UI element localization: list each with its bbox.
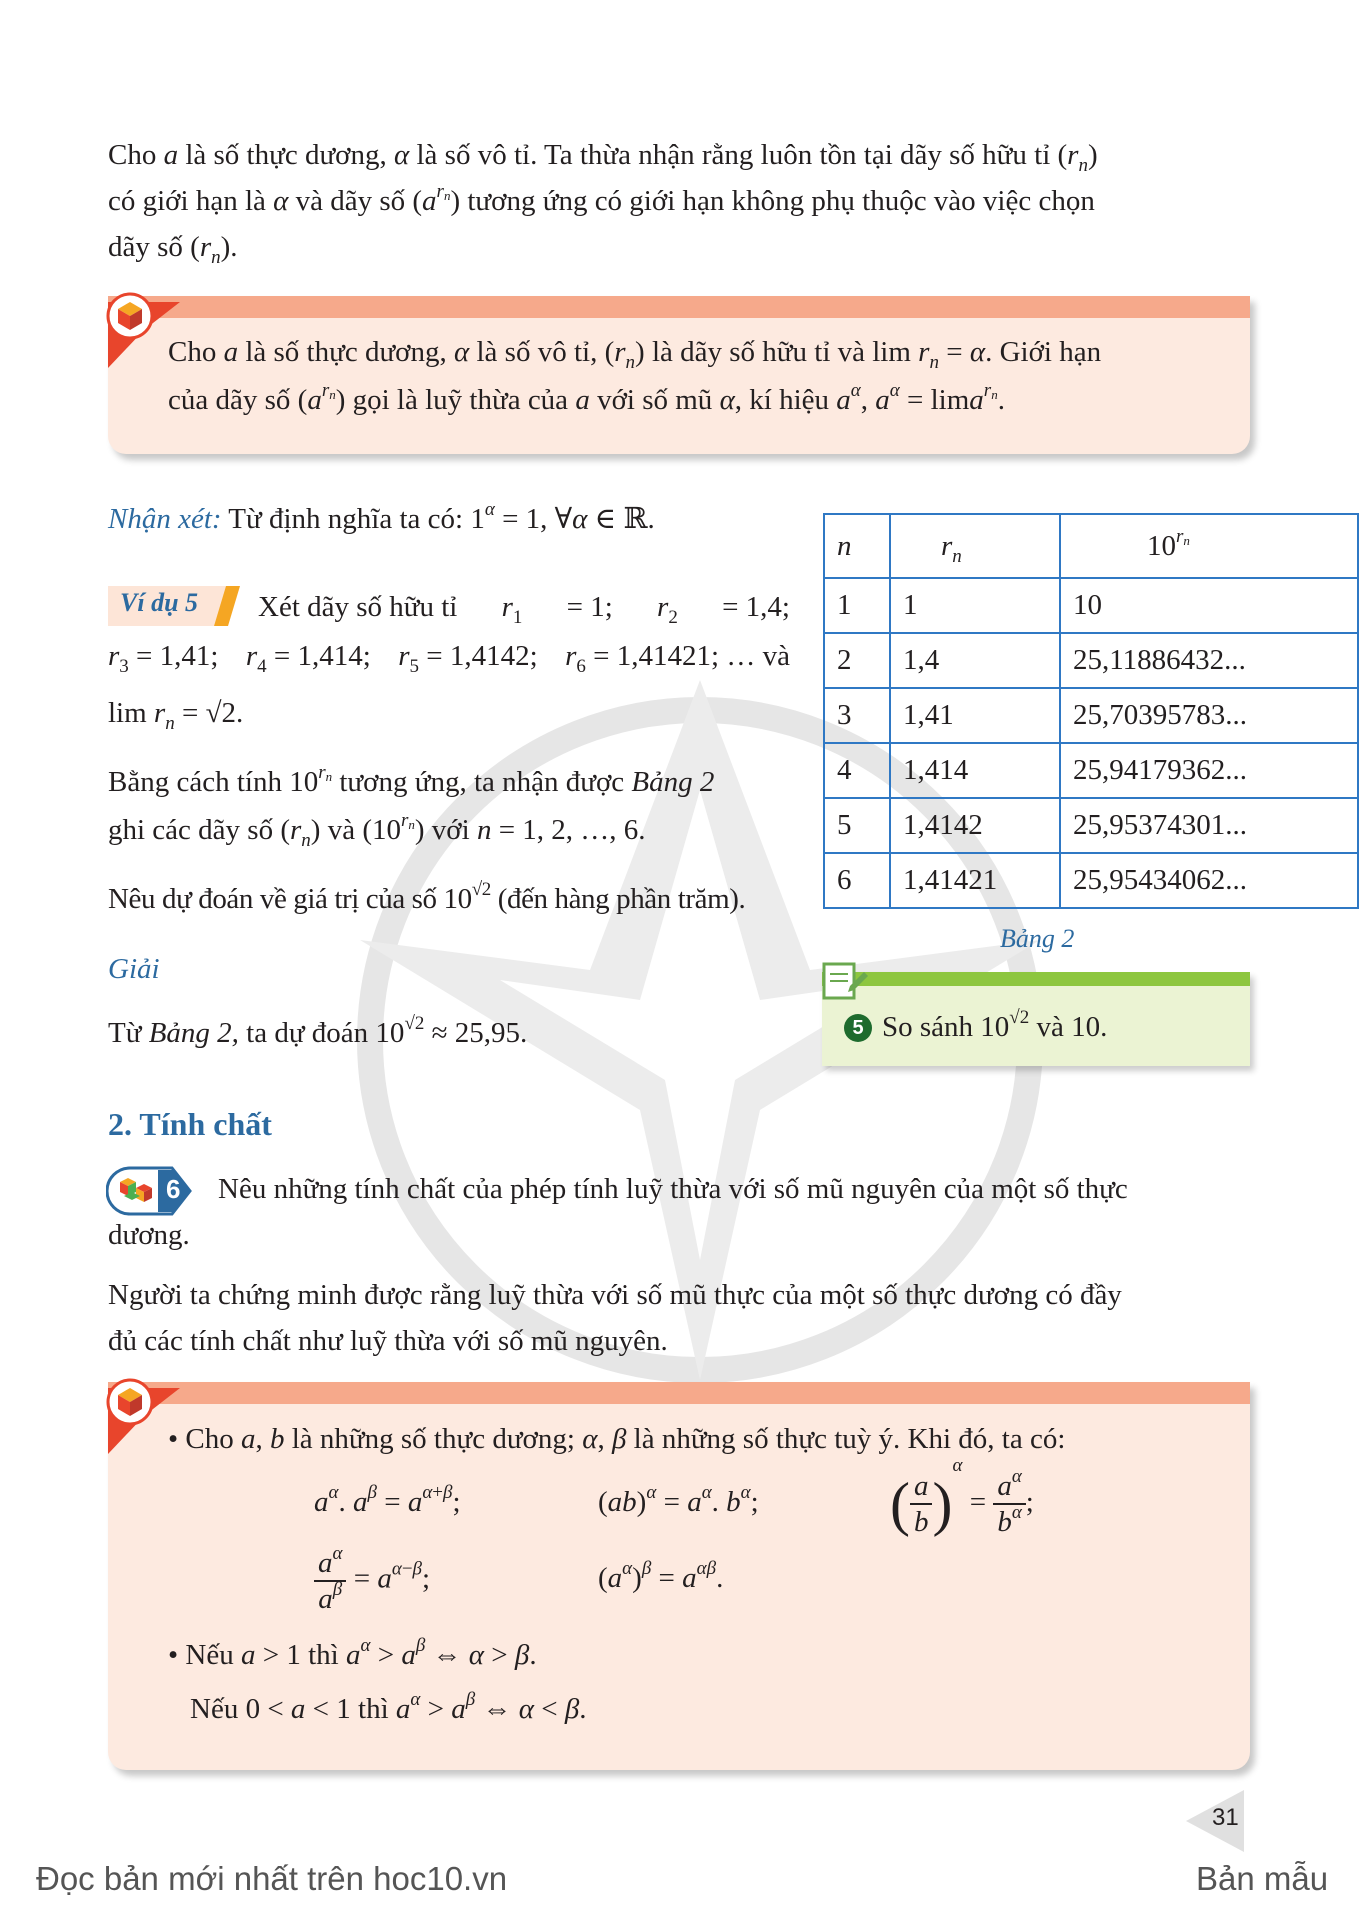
- table-header-10rn: $10^{r_n}$: [1060, 514, 1358, 578]
- activity-text: [108, 1166, 1250, 1258]
- definition-box-header-bar: [108, 296, 1250, 318]
- intro-line-3: dãy số $(r_n)$.: [108, 231, 238, 268]
- table-header-n: n: [824, 514, 890, 578]
- page-number: 31: [1212, 1804, 1239, 1831]
- table-row: [824, 633, 1358, 688]
- properties-intro: [108, 1272, 1250, 1364]
- table-cell: 5: [824, 798, 890, 853]
- formula-product-power: $(ab)^\alpha = a^\alpha$. $b^\alpha$;: [598, 1482, 759, 1518]
- table-caption: Bảng 2: [1000, 924, 1075, 953]
- footer-right-text: Bản mẫu: [1196, 1860, 1329, 1897]
- formula-quotient: $\frac{a^\alpha}{a^\beta}$ = $a^{\alpha-\beta}$;: [314, 1546, 430, 1616]
- intro-line-2: có giới hạn là α và dãy số $(a^{r_n})$ tương ứng có giới hạn không phụ thuộc vào việc chọn: [108, 181, 1095, 217]
- example-p2-line-2: ghi các dãy số $(r_n)$ và $(10^{r_n})$ với n = 1, 2, …, 6.: [108, 810, 646, 851]
- example-label: Ví dụ 5: [120, 588, 199, 617]
- practice-number-badge: 5: [844, 1014, 872, 1042]
- table-cell: 4: [824, 743, 890, 798]
- example-line-1: Xét dãy số hữu tỉ $r_1$ = 1; $r_2$ = 1,4;: [258, 591, 790, 628]
- table-cell: 25,94179362...: [1060, 743, 1358, 798]
- formula-quotient-power: ( $\frac{a}{b}$ )$^\alpha$ = $\frac{a^\alpha}{b^\alpha}$ ;: [890, 1455, 1034, 1539]
- table-cell: 1,41421: [890, 853, 1060, 908]
- definition-line-2: của dãy số $(a^{r_n})$ gọi là luỹ thừa của a với số mũ α, kí hiệu $a^\alpha$, $a^\alpha = \lim a^{r_n}$.: [168, 380, 1005, 416]
- practice-header-bar: [822, 972, 1250, 986]
- table-cell: 1,41: [890, 688, 1060, 743]
- table-cell: 25,11886432...: [1060, 633, 1358, 688]
- definition-text: [168, 328, 1226, 424]
- practice-box: [822, 972, 1250, 1066]
- practice-text: So sánh $10^{√2}$ và 10.: [882, 1007, 1108, 1043]
- remark: Nhận xét: Từ định nghĩa ta có: $1^\alpha = 1$, ∀α ∈ ℝ.: [108, 499, 655, 535]
- table-cell: 6: [824, 853, 890, 908]
- solution-answer: Từ Bảng 2, ta dự đoán $10^{√2} \approx 25,95$.: [108, 1013, 528, 1049]
- intro-line-1: Cho a là số thực dương, α là số vô tỉ. Ta thừa nhận rằng luôn tồn tại dãy số hữu tỉ $(r_n)$: [108, 139, 1098, 176]
- table-cell: 2: [824, 633, 890, 688]
- table-cell: 1,414: [890, 743, 1060, 798]
- pencil-note-icon: [820, 958, 868, 1008]
- properties-intro-line-1: Người ta chứng minh được rằng luỹ thừa với số mũ thực của một số thực dương có đầy: [108, 1279, 1122, 1311]
- property-bullet-1: • Cho a, b là những số thực dương; α, β là những số thực tuỳ ý. Khi đó, ta có:: [168, 1423, 1066, 1455]
- formula-power-of-power: $(a^\alpha)^\beta = a^{\alpha\beta}$.: [598, 1558, 724, 1594]
- table-bang-2: [823, 513, 1359, 909]
- table-row: [824, 743, 1358, 798]
- property-bullet-2: • Nếu a > 1 thì $a^\alpha > a^\beta$ ⇔ α > β.: [168, 1635, 537, 1671]
- intro-paragraph: [108, 132, 1250, 270]
- table-row: [824, 853, 1358, 908]
- activity-line-2: dương.: [108, 1219, 190, 1251]
- example-p2-line-1: Bằng cách tính $10^{r_n}$ tương ứng, ta nhận được Bảng 2: [108, 762, 715, 798]
- table-cell: 25,70395783...: [1060, 688, 1358, 743]
- properties-box: [108, 1382, 1250, 1770]
- activity-line-1: Nêu những tính chất của phép tính luỹ thừa với số mũ nguyên của một số thực: [218, 1173, 1128, 1205]
- footer-left-text[interactable]: Đọc bản mới nhất trên hoc10.vn: [36, 1860, 508, 1897]
- table-row: [824, 688, 1358, 743]
- example-question: Nêu dự đoán về giá trị của số $10^{√2}$ (đến hàng phần trăm).: [108, 879, 746, 915]
- activity-number: 6: [166, 1174, 181, 1204]
- example-line-2: $r_3 = 1,41$; $r_4 = 1,414$; $r_5 = 1,4142$; $r_6 = 1,41421$; … và: [108, 640, 790, 677]
- table-header-row: [824, 514, 1358, 578]
- table-row: [824, 578, 1358, 633]
- table-header-r: $r_n$: [890, 514, 1060, 578]
- section-title: 2. Tính chất: [108, 1106, 272, 1142]
- solution-label: Giải: [108, 953, 160, 985]
- definition-box: [108, 296, 1250, 454]
- example-label-tag: [108, 586, 236, 626]
- definition-line-1: Cho a là số thực dương, α là số vô tỉ, $(r_n)$ là dãy số hữu tỉ và $\lim r_n = \alpha$. Giới hạn: [168, 336, 1102, 373]
- remark-label: Nhận xét:: [108, 503, 222, 535]
- table-cell: 1,4: [890, 633, 1060, 688]
- table-row: [824, 798, 1358, 853]
- table-cell: 3: [824, 688, 890, 743]
- table-cell: 1,4142: [890, 798, 1060, 853]
- property-bullet-3: Nếu 0 < a < 1 thì $a^\alpha > a^\beta$ ⇔ α < β.: [190, 1689, 587, 1725]
- example-line-3: $\lim r_n = √2$.: [108, 697, 244, 734]
- table-cell: 1: [824, 578, 890, 633]
- example-paragraph-2: [108, 758, 798, 854]
- table-cell: 25,95434062...: [1060, 853, 1358, 908]
- properties-box-header-bar: [108, 1382, 1250, 1404]
- properties-intro-line-2: đủ các tính chất như luỹ thừa với số mũ nguyên.: [108, 1325, 668, 1357]
- formula-product: $a^\alpha$. $a^\beta = a^{\alpha+\beta}$;: [314, 1482, 461, 1518]
- table-cell: 1: [890, 578, 1060, 633]
- table-cell: 10: [1060, 578, 1358, 633]
- table-cell: 25,95374301...: [1060, 798, 1358, 853]
